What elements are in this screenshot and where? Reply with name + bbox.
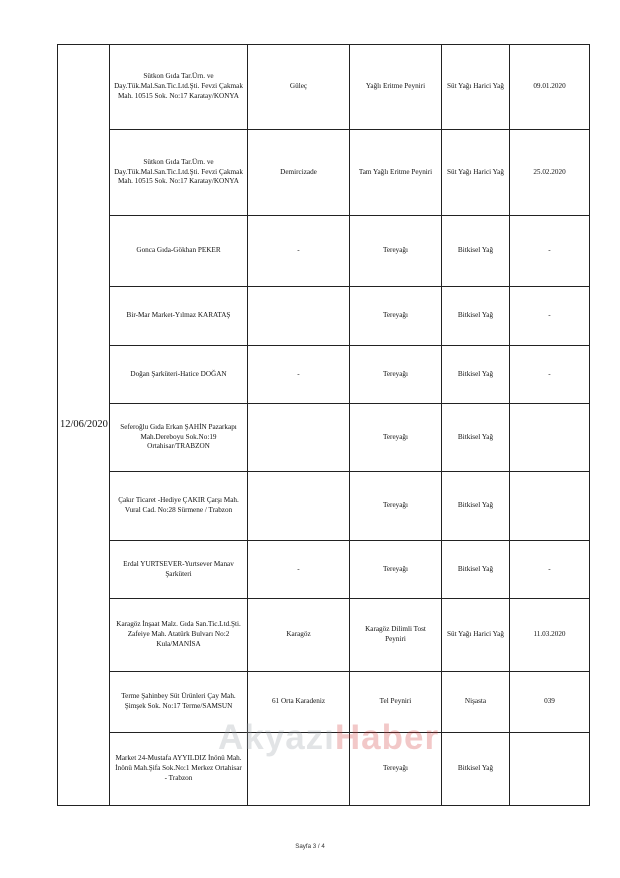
lot-cell: [510, 404, 590, 472]
finding-cell: Süt Yağı Harici Yağ: [442, 45, 510, 130]
finding-cell: Süt Yağı Harici Yağ: [442, 599, 510, 672]
product-cell: Tereyağı: [350, 472, 442, 541]
finding-cell: Bitkisel Yağ: [442, 541, 510, 599]
firm-cell: Sütkon Gıda Tar.Ürn. ve Day.Tük.Mal.San.Tic.Ltd.Şti. Fevzi Çakmak Mah. 10515 Sok. No:17 Karatay/KONYA: [110, 130, 248, 216]
lot-cell: 09.01.2020: [510, 45, 590, 130]
brand-cell: Güleç: [248, 45, 350, 130]
product-cell: Tereyağı: [350, 346, 442, 404]
firm-cell: Erdal YURTSEVER-Yurtsever Manav Şarküteri: [110, 541, 248, 599]
product-cell: Tereyağı: [350, 541, 442, 599]
brand-cell: [248, 287, 350, 346]
lot-cell: 039: [510, 672, 590, 733]
firm-cell: Çakır Ticaret -Hediye ÇAKIR Çarşı Mah. Vural Cad. No:28 Sürmene / Trabzon: [110, 472, 248, 541]
table-row: [58, 404, 590, 472]
product-cell: Tel Peyniri: [350, 672, 442, 733]
brand-cell: [248, 404, 350, 472]
table-row: [58, 672, 590, 733]
firm-cell: Seferoğlu Gıda Erkan ŞAHİN Pazarkapı Mah.Dereboyu Sok.No:19 Ortahisar/TRABZON: [110, 404, 248, 472]
brand-cell: Karagöz: [248, 599, 350, 672]
watermark-part-2: Haber: [334, 718, 440, 757]
table-row: [58, 472, 590, 541]
product-cell: Tereyağı: [350, 216, 442, 287]
brand-cell: -: [248, 216, 350, 287]
firm-cell: Market 24-Mustafa AYYILDIZ İnönü Mah. İnönü Mah.Şifa Sok.No:1 Merkez Ortahisar - Trabzon: [110, 733, 248, 806]
table-row: [58, 45, 590, 130]
table-row: [58, 130, 590, 216]
finding-cell: Bitkisel Yağ: [442, 346, 510, 404]
firm-cell: Karagöz İnşaat Malz. Gıda San.Tic.Ltd.Şti. Zafeiye Mah. Atatürk Bulvarı No:2 Kula/MANİSA: [110, 599, 248, 672]
table-row: [58, 541, 590, 599]
brand-cell: [248, 733, 350, 806]
firm-cell: Doğan Şarküteri-Hatice DOĞAN: [110, 346, 248, 404]
date-cell: 12/06/2020: [58, 45, 110, 806]
finding-cell: Bitkisel Yağ: [442, 472, 510, 541]
finding-cell: Bitkisel Yağ: [442, 216, 510, 287]
finding-cell: Nişasta: [442, 672, 510, 733]
product-cell: Tereyağı: [350, 733, 442, 806]
lot-cell: -: [510, 346, 590, 404]
firm-cell: Bir-Mar Market-Yılmaz KARATAŞ: [110, 287, 248, 346]
finding-cell: Bitkisel Yağ: [442, 404, 510, 472]
table-row: [58, 287, 590, 346]
product-cell: Tereyağı: [350, 404, 442, 472]
watermark-part-1: Akyazı: [218, 718, 335, 757]
lot-cell: -: [510, 216, 590, 287]
table-row: [58, 346, 590, 404]
firm-cell: Gonca Gıda-Gökhan PEKER: [110, 216, 248, 287]
brand-cell: 61 Orta Karadeniz: [248, 672, 350, 733]
table-row: [58, 216, 590, 287]
firm-cell: Terme Şahinbey Süt Ürünleri Çay Mah. Şimşek Sok. No:17 Terme/SAMSUN: [110, 672, 248, 733]
product-cell: Tam Yağlı Eritme Peyniri: [350, 130, 442, 216]
lot-cell: [510, 472, 590, 541]
table-row: [58, 599, 590, 672]
finding-cell: Bitkisel Yağ: [442, 287, 510, 346]
lot-cell: [510, 733, 590, 806]
lot-cell: 25.02.2020: [510, 130, 590, 216]
product-cell: Tereyağı: [350, 287, 442, 346]
lot-cell: -: [510, 541, 590, 599]
table-row: [58, 733, 590, 806]
lot-cell: -: [510, 287, 590, 346]
brand-cell: [248, 472, 350, 541]
finding-cell: Bitkisel Yağ: [442, 733, 510, 806]
product-cell: Yağlı Eritme Peyniri: [350, 45, 442, 130]
lot-cell: 11.03.2020: [510, 599, 590, 672]
brand-cell: -: [248, 541, 350, 599]
brand-cell: Demircizade: [248, 130, 350, 216]
page-footer: Sayfa 3 / 4: [295, 843, 325, 850]
finding-cell: Süt Yağı Harici Yağ: [442, 130, 510, 216]
firm-cell: Sütkon Gıda Tar.Ürn. ve Day.Tük.Mal.San.Tic.Ltd.Şti. Fevzi Çakmak Mah. 10515 Sok. No:17 Karatay/KONYA: [110, 45, 248, 130]
brand-cell: -: [248, 346, 350, 404]
inspection-table: [57, 44, 590, 806]
product-cell: Karagöz Dilimli Tost Peyniri: [350, 599, 442, 672]
